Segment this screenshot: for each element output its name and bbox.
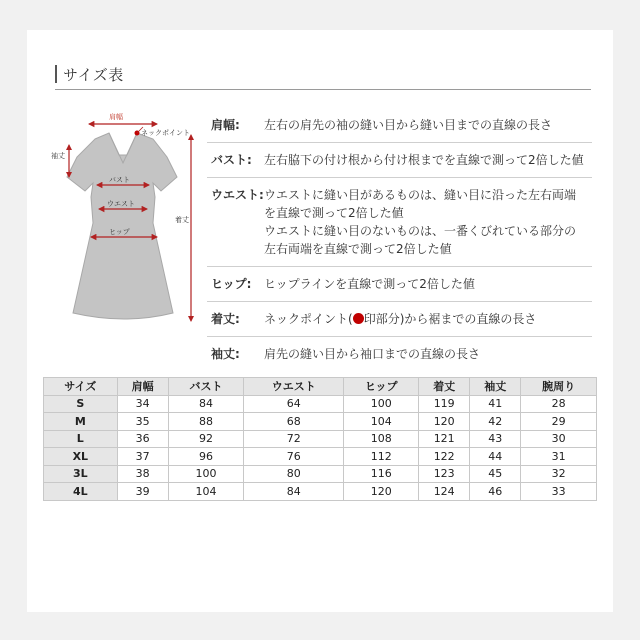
table-cell: 123 bbox=[419, 465, 470, 483]
table-cell: 38 bbox=[117, 465, 168, 483]
def-term: 肩幅: bbox=[211, 118, 240, 132]
def-text: 肩先の縫い目から袖口までの直線の長さ bbox=[264, 347, 481, 361]
table-cell: 104 bbox=[344, 413, 419, 431]
table-cell: 32 bbox=[521, 465, 597, 483]
table-row bbox=[44, 465, 597, 483]
def-shoulder bbox=[207, 108, 592, 143]
table-cell: 33 bbox=[521, 483, 597, 501]
table-row bbox=[44, 448, 597, 466]
header-cell: 着丈 bbox=[419, 378, 470, 396]
dress-illustration bbox=[45, 105, 205, 335]
table-cell: 64 bbox=[244, 395, 344, 413]
table-cell: 39 bbox=[117, 483, 168, 501]
size-cell: M bbox=[44, 413, 118, 431]
table-cell: 43 bbox=[470, 430, 521, 448]
table-cell: 108 bbox=[344, 430, 419, 448]
section-header bbox=[55, 63, 591, 90]
size-cell: XL bbox=[44, 448, 118, 466]
table-cell: 30 bbox=[521, 430, 597, 448]
header-cell: バスト bbox=[168, 378, 244, 396]
header-cell: ウエスト bbox=[244, 378, 344, 396]
def-text: ヒップラインを直線で測って2倍した値 bbox=[264, 277, 475, 291]
size-cell: S bbox=[44, 395, 118, 413]
table-cell: 122 bbox=[419, 448, 470, 466]
def-waist bbox=[207, 178, 592, 267]
table-cell: 76 bbox=[244, 448, 344, 466]
table-cell: 96 bbox=[168, 448, 244, 466]
table-row bbox=[44, 483, 597, 501]
def-length bbox=[207, 302, 592, 337]
table-cell: 42 bbox=[470, 413, 521, 431]
size-cell: 3L bbox=[44, 465, 118, 483]
table-cell: 29 bbox=[521, 413, 597, 431]
sleeve-label: 袖丈 bbox=[51, 152, 65, 160]
header-cell: 肩幅 bbox=[117, 378, 168, 396]
table-cell: 88 bbox=[168, 413, 244, 431]
def-sleeve bbox=[207, 337, 592, 371]
header-cell: 袖丈 bbox=[470, 378, 521, 396]
table-cell: 112 bbox=[344, 448, 419, 466]
def-term: バスト: bbox=[211, 153, 252, 167]
red-dot-icon bbox=[353, 313, 364, 324]
table-cell: 84 bbox=[168, 395, 244, 413]
header-cell: サイズ bbox=[44, 378, 118, 396]
table-cell: 35 bbox=[117, 413, 168, 431]
def-text: 左右脇下の付け根から付け根までを直線で測って2倍した値 bbox=[264, 153, 584, 167]
def-text: ウエストに縫い目があるものは、縫い目に沿った左右両端 を直線で測って2倍した値 ウエストに縫い目のないものは、一番くびれている部分の 左右両端を直線で測って2倍した値 bbox=[264, 188, 577, 256]
table-header-row bbox=[44, 378, 597, 396]
size-cell: L bbox=[44, 430, 118, 448]
def-hip bbox=[207, 267, 592, 302]
shoulder-label: 肩幅 bbox=[109, 113, 123, 121]
header-cell: 腕周り bbox=[521, 378, 597, 396]
length-label: 着丈 bbox=[175, 216, 189, 224]
table-cell: 120 bbox=[419, 413, 470, 431]
def-text: ネックポイント( 印部分)から裾までの直線の長さ bbox=[264, 312, 537, 326]
table-cell: 44 bbox=[470, 448, 521, 466]
neck-point-label: ネックポイント bbox=[141, 129, 190, 137]
def-term: 着丈: bbox=[211, 312, 240, 326]
table-cell: 41 bbox=[470, 395, 521, 413]
table-cell: 34 bbox=[117, 395, 168, 413]
bust-label: バスト bbox=[109, 176, 130, 184]
header-cell: ヒップ bbox=[344, 378, 419, 396]
table-cell: 119 bbox=[419, 395, 470, 413]
table-cell: 116 bbox=[344, 465, 419, 483]
def-term: 袖丈: bbox=[211, 347, 240, 361]
table-cell: 100 bbox=[344, 395, 419, 413]
table-cell: 45 bbox=[470, 465, 521, 483]
table-cell: 72 bbox=[244, 430, 344, 448]
table-cell: 31 bbox=[521, 448, 597, 466]
table-row bbox=[44, 430, 597, 448]
size-table bbox=[43, 377, 597, 501]
page-title: サイズ表 bbox=[63, 66, 124, 84]
table-cell: 46 bbox=[470, 483, 521, 501]
def-term: ウエスト: bbox=[211, 188, 264, 202]
table-row bbox=[44, 413, 597, 431]
table-cell: 36 bbox=[117, 430, 168, 448]
table-cell: 80 bbox=[244, 465, 344, 483]
table-row bbox=[44, 395, 597, 413]
table-cell: 37 bbox=[117, 448, 168, 466]
waist-label: ウエスト bbox=[107, 200, 135, 208]
title-accent-bar bbox=[55, 65, 57, 83]
table-cell: 84 bbox=[244, 483, 344, 501]
def-term: ヒップ: bbox=[211, 277, 252, 291]
table-cell: 104 bbox=[168, 483, 244, 501]
table-cell: 124 bbox=[419, 483, 470, 501]
table-cell: 92 bbox=[168, 430, 244, 448]
def-bust bbox=[207, 143, 592, 178]
size-cell: 4L bbox=[44, 483, 118, 501]
table-cell: 68 bbox=[244, 413, 344, 431]
def-text: 左右の肩先の袖の縫い目から縫い目までの直線の長さ bbox=[264, 118, 553, 132]
table-cell: 28 bbox=[521, 395, 597, 413]
table-cell: 120 bbox=[344, 483, 419, 501]
table-cell: 100 bbox=[168, 465, 244, 483]
hip-label: ヒップ bbox=[109, 228, 130, 236]
measurement-definitions bbox=[207, 108, 592, 371]
table-cell: 121 bbox=[419, 430, 470, 448]
